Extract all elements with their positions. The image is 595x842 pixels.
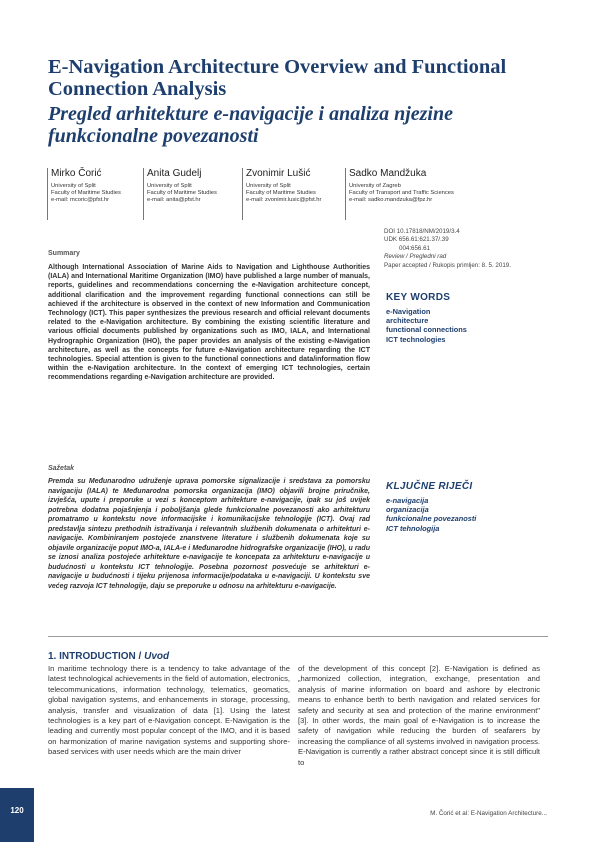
author-name: Sadko Mandžuka bbox=[349, 168, 427, 179]
author-university: University of Split bbox=[51, 183, 96, 189]
keyword-item: funkcionalne povezanosti bbox=[386, 514, 477, 524]
author-email: e-mail: zvonimir.lusic@pfst.hr bbox=[246, 197, 322, 203]
keyword-item: e-navigacija bbox=[386, 496, 429, 505]
author-block bbox=[143, 168, 217, 220]
author-faculty: Faculty of Maritime Studies bbox=[246, 190, 316, 196]
author-university: University of Zagreb bbox=[349, 183, 401, 189]
author-faculty: Faculty of Maritime Studies bbox=[147, 190, 217, 196]
keyword-item: architecture bbox=[386, 316, 429, 326]
author-block bbox=[47, 168, 121, 220]
kljucne-rijeci-heading: KLJUČNE RIJEČI bbox=[386, 481, 473, 492]
author-name: Mirko Čorić bbox=[51, 168, 102, 179]
summary-heading: Summary bbox=[48, 250, 80, 257]
author-university: University of Split bbox=[246, 183, 291, 189]
author-block bbox=[345, 168, 454, 220]
author-name: Zvonimir Lušić bbox=[246, 168, 311, 179]
keyword-item: ICT tehnologija bbox=[386, 523, 440, 533]
doi-block bbox=[384, 228, 564, 270]
author-university: University of Split bbox=[147, 183, 192, 189]
doi-line: DOI 10.17818/NM/2019/3.4 bbox=[384, 228, 460, 235]
author-block bbox=[242, 168, 321, 220]
page-number: 120 bbox=[10, 806, 24, 815]
intro-heading bbox=[48, 651, 169, 662]
keyword-item: ICT technologies bbox=[386, 334, 446, 344]
author-faculty: Faculty of Maritime Studies bbox=[51, 190, 121, 196]
kljucne-rijeci-box bbox=[386, 481, 556, 533]
keyword-item: e-Navigation bbox=[386, 307, 431, 316]
intro-column-right: of the development of this concept [2]. E-Navigation is defined as „harmonized collection, integration, exchange, presentation and analysis of marine information on board and ashore by electronic means to enhance berth to berth navigation and related services for safety and security at sea and protection of the marine environment" [3]. In other words, the main goal of e-Navigation is to increase the safety of navigation while reducing the burden of seafarers by increasing the compliance of all systems involved in navigation process. E-Navigation is currently a rather abstract concept since it is still difficult to bbox=[298, 664, 540, 767]
author-name: Anita Gudelj bbox=[147, 168, 202, 179]
paper-subtitle: Pregled arhitekture e-navigacije i analiza njezine funkcionalne povezanosti bbox=[48, 103, 453, 147]
summary-text: Although International Association of Marine Aids to Navigation and Lighthouse Authorities (IALA) and International Maritime Organization (IMO) have published a large number of manuals, reports, guidelines and recommendations concerning the e-Navigation architecture concept, additional clarification and the improvement regarding functional connections can still be achieved if the architecture is observed in the context of new Information and Communication Technology (ICT). This paper synthesizes the previous research and official relevant documents related to the e-Navigation architecture. By combining the existing scientific literature and various official documents published by organizations such as IMO, IALA, and International Hydrographic Organization (IHO), the paper provides an analysis of the existing e-Navigation architecture, as well as the concepts for future e-Navigation architecture regarding the ICT technologies. Special attention is given to the functional connections and data/information flow within the e-Navigation architecture. In the context of emerging ICT technologies, certain recommendations regarding e-Navigation architecture are provided. bbox=[48, 264, 370, 382]
author-email: e-mail: anita@pfst.hr bbox=[147, 197, 201, 203]
udk-continuation: 004:656.61 bbox=[399, 244, 430, 252]
udk-line: UDK 656.61:621.37/.39 bbox=[384, 236, 449, 244]
author-email: e-mail: mcoric@pfst.hr bbox=[51, 197, 110, 203]
review-type: Review / Pregledni rad bbox=[384, 253, 447, 261]
keyword-item: functional connections bbox=[386, 325, 467, 335]
intro-heading-en: 1. INTRODUCTION / bbox=[48, 651, 142, 662]
section-divider bbox=[48, 636, 548, 637]
keywords-box bbox=[386, 292, 556, 344]
intro-heading-hr: Uvod bbox=[144, 651, 170, 662]
keywords-heading: KEY WORDS bbox=[386, 292, 451, 303]
page-number-tab bbox=[0, 788, 34, 842]
accepted-date: Paper accepted / Rukopis primljen: 8. 5. 2019. bbox=[384, 261, 511, 269]
keyword-item: organizacija bbox=[386, 505, 429, 515]
author-email: e-mail: sadko.mandzuka@fpz.hr bbox=[349, 197, 433, 203]
intro-column-left: In maritime technology there is a tendency to take advantage of the latest technological achievements in the field of automation, electronics, telecommunications, information technology, telematics, geomatics, global navigation systems, and enhancements in storage, processing, analysis, transfer and visualization of data [1]. Using the latest technologies is a key part of e-Navigation concept. E-Navigation is the leading and currently most popular concept of the IMO, and it is based on harmonization of marine navigation systems and supporting shore-based services with user needs which are the main driver bbox=[48, 664, 290, 757]
paper-title: E-Navigation Architecture Overview and Functional Connection Analysis bbox=[48, 56, 507, 100]
sazetak-heading: Sažetak bbox=[48, 465, 75, 472]
running-footer: M. Čorić et al: E-Navigation Architecture... bbox=[430, 810, 547, 817]
sazetak-text: Premda su Međunarodno udruženje uprava pomorske signalizacije i sredstava za pomorsku navigaciju (IALA) te Međunarodna pomorska organizacija (IMO) objavili brojne priručnike, izvješća, upute i preporuke u vezi s konceptom arhitekture e-navigacije, ipak su još uvijek potrebna dodatna pojašnjenja i poboljšanja glede funkcionalne povezanosti ako arhitekturu promatramo u kontekstu nove informacijske i komunikacijske tehnologije (ICT). Ovaj rad predstavlja sintezu prethodnih istraživanja i relevantnih službenih dokumenata o arhitekturi e-navigacije. Kombiniranjem postojeće znanstvene literature i službenih dokumenata koje su objavile organizacije poput IMO-a, IALA-e i Međunarodne hidrografske organizacije (IHO), u radu se iznosi analiza postojeće arhitekture e-navigacije te koncepata za arhitekturu e-navigacije u budućnosti u kontekstu ICT tehnologije. Posebna pozornost posvećuje se arhitekturi e-navigacije u budućnosti i tijeku prijenosa informacije/podataka u e-navigaciji. U kontekstu sve većeg razvoja ICT tehnologije, daju se preporuke u odnosu na arhitekturu e-navigacije. bbox=[48, 478, 370, 590]
author-faculty: Faculty of Transport and Traffic Sciences bbox=[349, 190, 454, 196]
